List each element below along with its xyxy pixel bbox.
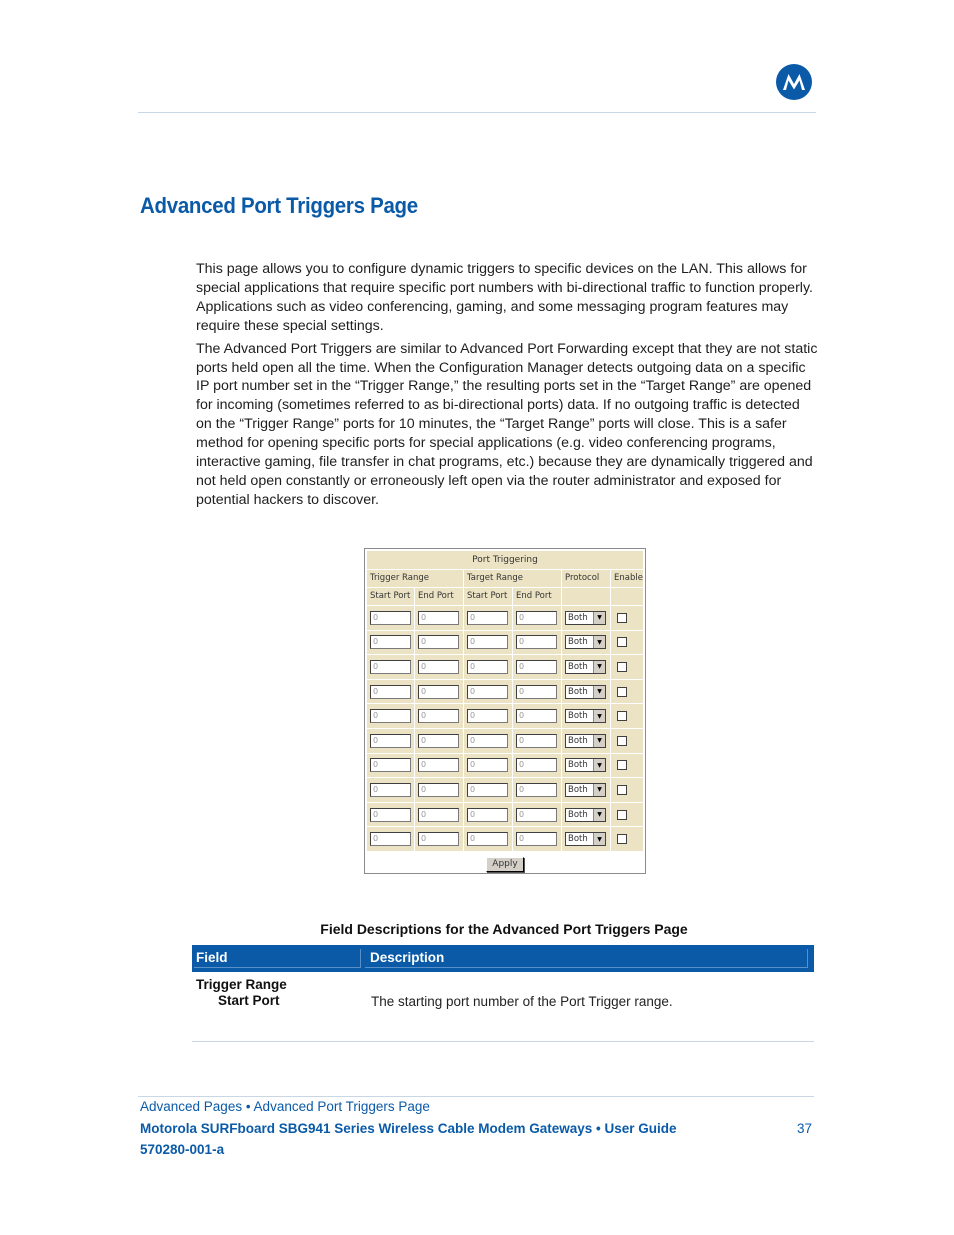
row-cell bbox=[611, 729, 643, 753]
target-end-input[interactable]: 0 bbox=[516, 660, 557, 674]
target-start-input[interactable]: 0 bbox=[467, 709, 508, 723]
row-cell bbox=[415, 680, 463, 704]
row-cell bbox=[415, 803, 463, 827]
trigger-start-input[interactable]: 0 bbox=[370, 832, 411, 846]
table-bottom-divider bbox=[192, 1041, 814, 1042]
row-cell bbox=[464, 655, 512, 679]
subfield-label: Start Port bbox=[218, 993, 280, 1008]
protocol-value: Both bbox=[568, 637, 588, 648]
paragraph: This page allows you to configure dynamic triggers to specific devices on the LAN. This allows for special applications that require specific port numbers with bi-directional traffic to function properly. Applications such as video conferencing, gaming, and some messaging program features may require these special settings. bbox=[196, 261, 813, 334]
row-cell bbox=[367, 803, 414, 827]
table-caption: Field Descriptions for the Advanced Port Triggers Page bbox=[320, 921, 688, 937]
target-start-input[interactable]: 0 bbox=[467, 685, 508, 699]
apply-button[interactable]: Apply bbox=[486, 857, 524, 872]
row-cell bbox=[464, 754, 512, 778]
trigger-end-input[interactable]: 0 bbox=[418, 783, 459, 797]
trigger-end-input[interactable]: 0 bbox=[418, 611, 459, 625]
page-number: 37 bbox=[796, 1121, 812, 1136]
protocol-value: Both bbox=[568, 784, 588, 795]
trigger-row bbox=[367, 827, 643, 852]
row-cell bbox=[611, 631, 643, 655]
trigger-end-input[interactable]: 0 bbox=[418, 709, 459, 723]
protocol-value: Both bbox=[568, 661, 588, 672]
row-cell bbox=[367, 631, 414, 655]
row-cell bbox=[611, 827, 643, 851]
header-trigger-range: Trigger Range bbox=[367, 570, 463, 587]
target-start-input[interactable]: 0 bbox=[467, 660, 508, 674]
target-start-input[interactable]: 0 bbox=[467, 635, 508, 649]
row-cell bbox=[415, 778, 463, 802]
trigger-start-input[interactable]: 0 bbox=[370, 635, 411, 649]
dropdown-arrow-icon[interactable]: ▼ bbox=[593, 636, 605, 648]
row-cell bbox=[367, 729, 414, 753]
body-text bbox=[196, 260, 818, 514]
protocol-select[interactable] bbox=[565, 660, 606, 674]
row-cell bbox=[562, 606, 610, 630]
protocol-value: Both bbox=[568, 686, 588, 697]
row-cell bbox=[513, 704, 561, 728]
target-start-input[interactable]: 0 bbox=[467, 783, 508, 797]
dropdown-arrow-icon[interactable]: ▼ bbox=[593, 784, 605, 796]
paragraph: The Advanced Port Triggers are similar to Advanced Port Forwarding except that they are not static ports held open all the time. When the Configuration Manager detects outgoing data on a specific IP port number set in the “Trigger Range,” the resulting ports set in the “Target Range” are opened for incoming (sometimes referred to as bi-directional ports) data. If no outgoing traffic is detected on the “Trigger Range” ports for 10 minutes, the “Target Range” ports will close. This is a safer method for opening specific ports for special applications (e.g. video conferencing programs, interactive gaming, file transfer in chat programs, etc.) because they are dynamically triggered and not held open constantly or erroneously left open via the router administrator and exposed for potential hackers to discover. bbox=[196, 340, 818, 508]
protocol-select[interactable] bbox=[565, 832, 606, 846]
dropdown-arrow-icon[interactable]: ▼ bbox=[593, 809, 605, 821]
trigger-start-input[interactable]: 0 bbox=[370, 660, 411, 674]
enable-checkbox[interactable] bbox=[617, 834, 627, 844]
target-start-input[interactable]: 0 bbox=[467, 758, 508, 772]
subheader-trigger-start: Start Port bbox=[367, 588, 414, 605]
header-enable: Enable bbox=[611, 570, 643, 587]
protocol-select[interactable] bbox=[565, 709, 606, 723]
port-triggering-title: Port Triggering bbox=[367, 551, 643, 569]
protocol-select[interactable] bbox=[565, 635, 606, 649]
row-cell bbox=[562, 729, 610, 753]
subheader-trigger-end: End Port bbox=[415, 588, 463, 605]
row-cell bbox=[611, 680, 643, 704]
row-cell bbox=[513, 754, 561, 778]
row-cell bbox=[562, 655, 610, 679]
trigger-start-input[interactable]: 0 bbox=[370, 808, 411, 822]
column-field: Field bbox=[194, 949, 361, 968]
target-end-input[interactable]: 0 bbox=[516, 783, 557, 797]
protocol-value: Both bbox=[568, 809, 588, 820]
trigger-end-input[interactable]: 0 bbox=[418, 685, 459, 699]
row-cell bbox=[415, 827, 463, 851]
target-start-input[interactable]: 0 bbox=[467, 734, 508, 748]
trigger-start-input[interactable]: 0 bbox=[370, 783, 411, 797]
row-cell bbox=[611, 778, 643, 802]
row-cell bbox=[464, 827, 512, 851]
row-cell bbox=[367, 754, 414, 778]
trigger-row bbox=[367, 655, 643, 680]
column-description: Description bbox=[365, 949, 808, 968]
target-start-input[interactable]: 0 bbox=[467, 832, 508, 846]
trigger-end-input[interactable]: 0 bbox=[418, 832, 459, 846]
protocol-select[interactable] bbox=[565, 783, 606, 797]
dropdown-arrow-icon[interactable]: ▼ bbox=[593, 661, 605, 673]
trigger-row bbox=[367, 729, 643, 754]
protocol-select[interactable] bbox=[565, 758, 606, 772]
row-cell bbox=[464, 803, 512, 827]
protocol-value: Both bbox=[568, 711, 588, 722]
enable-checkbox[interactable] bbox=[617, 613, 627, 623]
subheader-blank bbox=[611, 588, 643, 605]
row-cell bbox=[464, 729, 512, 753]
row-cell bbox=[415, 704, 463, 728]
row-cell bbox=[513, 631, 561, 655]
row-cell bbox=[513, 606, 561, 630]
row-cell bbox=[367, 680, 414, 704]
trigger-start-input[interactable]: 0 bbox=[370, 709, 411, 723]
trigger-row bbox=[367, 754, 643, 779]
dropdown-arrow-icon[interactable]: ▼ bbox=[593, 612, 605, 624]
trigger-row bbox=[367, 680, 643, 705]
trigger-rows bbox=[367, 606, 643, 852]
protocol-value: Both bbox=[568, 735, 588, 746]
protocol-value: Both bbox=[568, 612, 588, 623]
row-cell bbox=[367, 655, 414, 679]
trigger-row bbox=[367, 704, 643, 729]
row-cell bbox=[562, 631, 610, 655]
row-cell bbox=[562, 704, 610, 728]
header-target-range: Target Range bbox=[464, 570, 561, 587]
row-cell bbox=[513, 680, 561, 704]
row-cell bbox=[464, 631, 512, 655]
row-cell bbox=[415, 631, 463, 655]
subheader-target-end: End Port bbox=[513, 588, 561, 605]
trigger-end-input[interactable]: 0 bbox=[418, 635, 459, 649]
target-end-input[interactable]: 0 bbox=[516, 734, 557, 748]
field-table-header bbox=[192, 945, 814, 972]
trigger-end-input[interactable]: 0 bbox=[418, 734, 459, 748]
trigger-start-input[interactable]: 0 bbox=[370, 758, 411, 772]
dropdown-arrow-icon[interactable]: ▼ bbox=[593, 735, 605, 747]
row-cell bbox=[562, 754, 610, 778]
subheader-row bbox=[367, 588, 643, 606]
field-description: The starting port number of the Port Trigger range. bbox=[371, 994, 673, 1009]
enable-checkbox[interactable] bbox=[617, 687, 627, 697]
target-end-input[interactable]: 0 bbox=[516, 832, 557, 846]
row-cell bbox=[367, 778, 414, 802]
target-end-input[interactable]: 0 bbox=[516, 611, 557, 625]
row-cell bbox=[562, 680, 610, 704]
row-cell bbox=[611, 606, 643, 630]
field-name bbox=[196, 977, 287, 1009]
protocol-select[interactable] bbox=[565, 734, 606, 748]
enable-checkbox[interactable] bbox=[617, 711, 627, 721]
row-cell bbox=[611, 704, 643, 728]
row-cell bbox=[611, 803, 643, 827]
footer-divider bbox=[138, 1096, 814, 1097]
trigger-end-input[interactable]: 0 bbox=[418, 660, 459, 674]
row-cell bbox=[367, 704, 414, 728]
trigger-row bbox=[367, 803, 643, 828]
footer-title: Motorola SURFboard SBG941 Series Wireless Cable Modem Gateways • User Guide bbox=[140, 1121, 677, 1136]
row-cell bbox=[513, 803, 561, 827]
target-start-input[interactable]: 0 bbox=[467, 611, 508, 625]
protocol-value: Both bbox=[568, 834, 588, 845]
apply-row bbox=[367, 854, 643, 876]
target-end-input[interactable]: 0 bbox=[516, 808, 557, 822]
row-cell bbox=[464, 680, 512, 704]
motorola-batwing-icon bbox=[776, 64, 812, 100]
header-divider bbox=[138, 112, 816, 113]
enable-checkbox[interactable] bbox=[617, 810, 627, 820]
row-cell bbox=[367, 827, 414, 851]
port-triggering-screenshot bbox=[364, 548, 646, 874]
row-cell bbox=[513, 778, 561, 802]
trigger-row bbox=[367, 778, 643, 803]
enable-checkbox[interactable] bbox=[617, 760, 627, 770]
footer-doc-number: 570280-001-a bbox=[140, 1142, 225, 1157]
protocol-select[interactable] bbox=[565, 808, 606, 822]
row-cell bbox=[415, 754, 463, 778]
row-cell bbox=[464, 778, 512, 802]
row-cell bbox=[562, 827, 610, 851]
trigger-end-input[interactable]: 0 bbox=[418, 758, 459, 772]
row-cell bbox=[611, 655, 643, 679]
row-cell bbox=[415, 606, 463, 630]
protocol-select[interactable] bbox=[565, 685, 606, 699]
row-cell bbox=[367, 606, 414, 630]
row-cell bbox=[513, 655, 561, 679]
target-end-input[interactable]: 0 bbox=[516, 758, 557, 772]
target-end-input[interactable]: 0 bbox=[516, 635, 557, 649]
row-cell bbox=[464, 704, 512, 728]
trigger-start-input[interactable]: 0 bbox=[370, 611, 411, 625]
header-protocol: Protocol bbox=[562, 570, 610, 587]
trigger-start-input[interactable]: 0 bbox=[370, 734, 411, 748]
subheader-blank bbox=[562, 588, 610, 605]
field-label: Trigger Range bbox=[196, 977, 287, 992]
protocol-value: Both bbox=[568, 760, 588, 771]
enable-checkbox[interactable] bbox=[617, 637, 627, 647]
trigger-row bbox=[367, 631, 643, 656]
row-cell bbox=[611, 754, 643, 778]
subheader-target-start: Start Port bbox=[464, 588, 512, 605]
dropdown-arrow-icon[interactable]: ▼ bbox=[593, 833, 605, 845]
trigger-start-input[interactable]: 0 bbox=[370, 685, 411, 699]
dropdown-arrow-icon[interactable]: ▼ bbox=[593, 759, 605, 771]
row-cell bbox=[513, 827, 561, 851]
row-cell bbox=[513, 729, 561, 753]
trigger-end-input[interactable]: 0 bbox=[418, 808, 459, 822]
target-end-input[interactable]: 0 bbox=[516, 685, 557, 699]
row-cell bbox=[562, 803, 610, 827]
row-cell bbox=[415, 729, 463, 753]
trigger-row bbox=[367, 606, 643, 631]
target-end-input[interactable]: 0 bbox=[516, 709, 557, 723]
dropdown-arrow-icon[interactable]: ▼ bbox=[593, 710, 605, 722]
protocol-select[interactable] bbox=[565, 611, 606, 625]
target-start-input[interactable]: 0 bbox=[467, 808, 508, 822]
footer-section: Advanced Pages • Advanced Port Triggers Page bbox=[140, 1099, 430, 1114]
row-cell bbox=[562, 778, 610, 802]
enable-checkbox[interactable] bbox=[617, 736, 627, 746]
enable-checkbox[interactable] bbox=[617, 662, 627, 672]
row-cell bbox=[464, 606, 512, 630]
dropdown-arrow-icon[interactable]: ▼ bbox=[593, 686, 605, 698]
page-title: Advanced Port Triggers Page bbox=[140, 193, 418, 218]
row-cell bbox=[415, 655, 463, 679]
enable-checkbox[interactable] bbox=[617, 785, 627, 795]
header-row bbox=[367, 570, 643, 588]
